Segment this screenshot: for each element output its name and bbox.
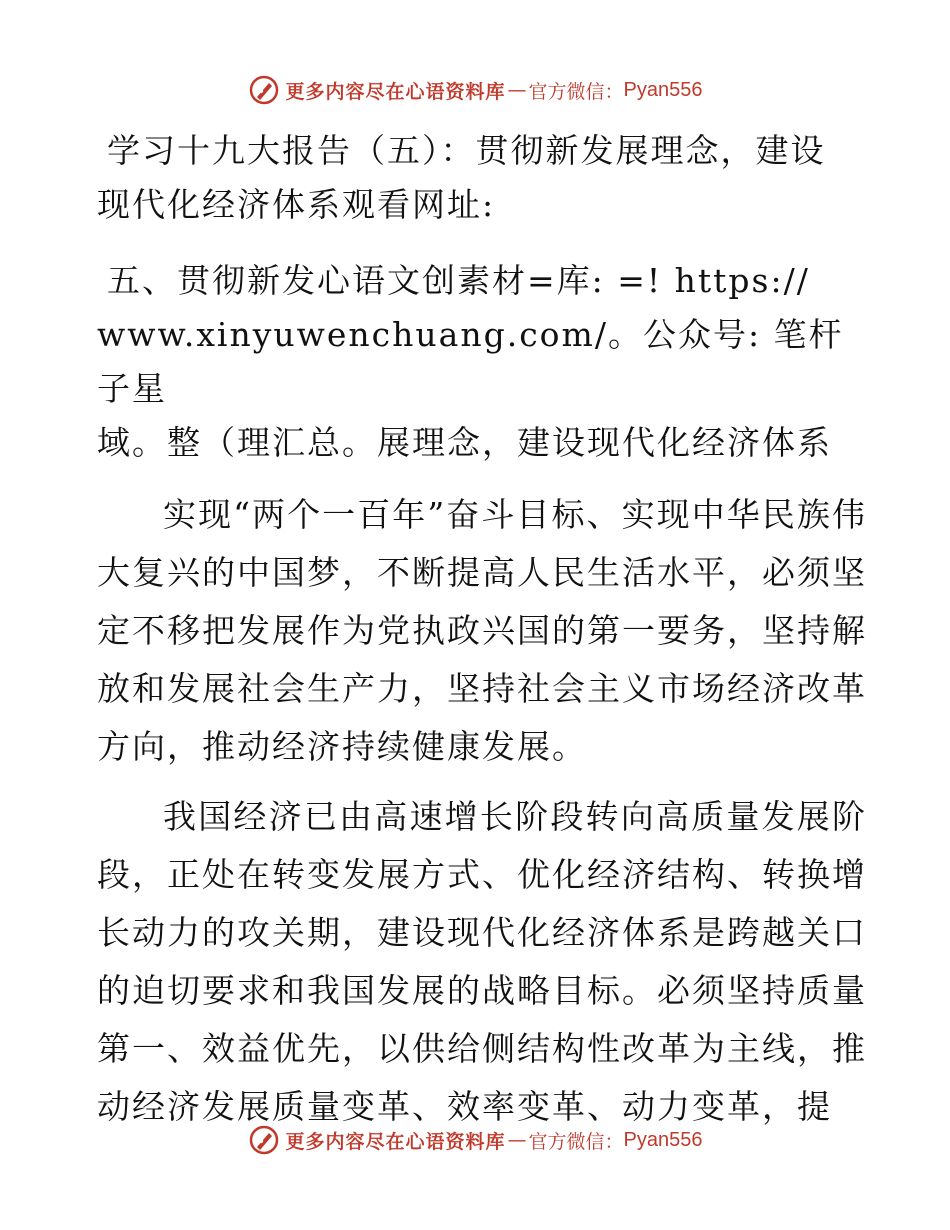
pen-logo-icon	[248, 1124, 280, 1156]
header-banner	[0, 70, 950, 110]
banner-dash: —	[507, 1129, 527, 1151]
banner-main-text: 更多内容尽在心语资料库	[285, 80, 506, 103]
footer-banner	[0, 1120, 950, 1160]
pen-logo-icon	[248, 74, 280, 106]
banner-dash: —	[507, 79, 527, 101]
section-heading	[97, 254, 867, 470]
paragraph: 我国经济已由高速增长阶段转向高质量发展阶段，正处在转变发展方式、优化经济结构、转换增长动力的攻关期，建设现代化经济体系是跨越关口的迫切要求和我国发展的战略目标。必须坚持质量第一、效益优先，以供给侧结构性改革为主线，推动经济发展质量变革、效率变革、动力变革，提	[97, 797, 867, 1126]
paragraph: 实现“两个一百年”奋斗目标、实现中华民族伟大复兴的中国梦，不断提高人民生活水平，必须坚定不移把发展作为党执政兴国的第一要务，坚持解放和发展社会生产力，坚持社会主义市场经济改革方向，推动经济持续健康发展。	[97, 495, 867, 766]
banner-wechat-label: 官方微信：	[528, 1130, 624, 1153]
section-line-3: 域。整（理汇总。展理念，建设现代化经济体系	[97, 423, 832, 462]
banner-wechat-id: Pyan556	[623, 78, 703, 101]
title-line-1: 学习十九大报告（五）：贯彻新发展理念，建设	[107, 131, 826, 170]
section-line-2: www.xinyuwenchuang.com/。公众号: 笔杆子星	[97, 315, 844, 408]
banner-wechat-label: 官方微信：	[528, 80, 624, 103]
document-body	[97, 124, 867, 1136]
title-line-2: 现代化经济体系观看网址:	[97, 185, 496, 224]
banner-wechat-id: Pyan556	[623, 1128, 703, 1151]
banner-main-text: 更多内容尽在心语资料库	[285, 1130, 506, 1153]
document-title	[97, 124, 867, 232]
section-line-1: 五、贯彻新发心语文创素材=库: =! https://	[107, 261, 810, 300]
